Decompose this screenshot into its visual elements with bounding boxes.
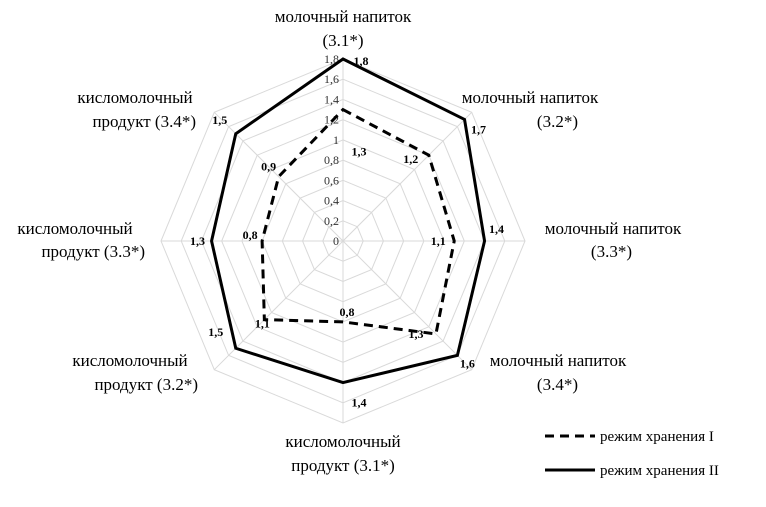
data-label: 1,3: [190, 234, 206, 248]
category-label: [72, 351, 198, 394]
axis-tick-label: 1,8: [324, 52, 339, 66]
radial-axis-ticks: [324, 52, 339, 248]
category-label-line: молочный напиток: [544, 219, 682, 238]
axis-tick-label: 1,2: [324, 112, 339, 127]
data-label: 1,4: [351, 395, 367, 410]
data-label: 0,8: [339, 304, 355, 319]
category-label-line: молочный напиток: [274, 7, 412, 26]
data-label: 1,1: [254, 316, 270, 331]
data-label: 1,8: [353, 54, 369, 68]
category-label-line: продукт (3.2*): [94, 375, 198, 394]
legend-label: режим хранения I: [600, 429, 714, 445]
grid-spoke: [343, 241, 472, 370]
axis-tick-label: 1: [333, 132, 339, 147]
data-label: 0,8: [242, 228, 258, 242]
category-label-line: продукт (3.4*): [92, 112, 196, 131]
category-label-line: кисломолочный: [17, 219, 133, 238]
data-label: 1,7: [471, 122, 487, 137]
category-label-line: продукт (3.3*): [41, 242, 145, 261]
category-label: [17, 219, 145, 261]
category-label-line: кисломолочный: [72, 351, 188, 370]
legend: [545, 429, 719, 479]
axis-tick-label: 0,4: [324, 193, 339, 208]
chart-series: [212, 59, 485, 383]
category-label-line: молочный напиток: [489, 351, 627, 370]
series-2-line: [212, 59, 485, 383]
axis-tick-label: 1,6: [324, 72, 339, 87]
data-label: 1,3: [351, 144, 367, 159]
axis-tick-label: 0,6: [324, 173, 339, 188]
grid-spoke: [214, 241, 343, 370]
axis-tick-label: 1,4: [324, 92, 339, 107]
data-label: 1,3: [408, 326, 424, 341]
data-label: 1,5: [208, 325, 224, 340]
data-label: 0,9: [261, 159, 277, 174]
category-label-line: (3.3*): [590, 242, 632, 261]
grid-spoke: [343, 112, 472, 241]
category-label-line: продукт (3.1*): [291, 456, 395, 475]
category-label: [275, 7, 412, 50]
category-label: [285, 432, 400, 475]
axis-tick-label: 0,8: [324, 153, 339, 168]
category-label: [77, 88, 196, 131]
category-label: [545, 219, 682, 261]
axis-tick-label: 0,2: [324, 213, 339, 228]
legend-label: режим хранения II: [600, 463, 719, 479]
category-label-line: (3.2*): [536, 112, 578, 131]
data-label: 1,5: [212, 112, 228, 127]
data-label: 1,1: [430, 234, 446, 248]
axis-tick-label: 0: [333, 234, 339, 248]
data-label: 1,6: [459, 356, 475, 371]
category-label-line: молочный напиток: [461, 88, 599, 107]
category-label-line: кисломолочный: [285, 432, 401, 451]
data-label: 1,2: [403, 152, 419, 167]
category-label-line: кисломолочный: [77, 88, 193, 107]
category-label-line: (3.1*): [322, 31, 364, 50]
category-label-line: (3.4*): [536, 375, 578, 394]
category-label: [490, 351, 627, 394]
data-label: 1,4: [489, 222, 505, 236]
